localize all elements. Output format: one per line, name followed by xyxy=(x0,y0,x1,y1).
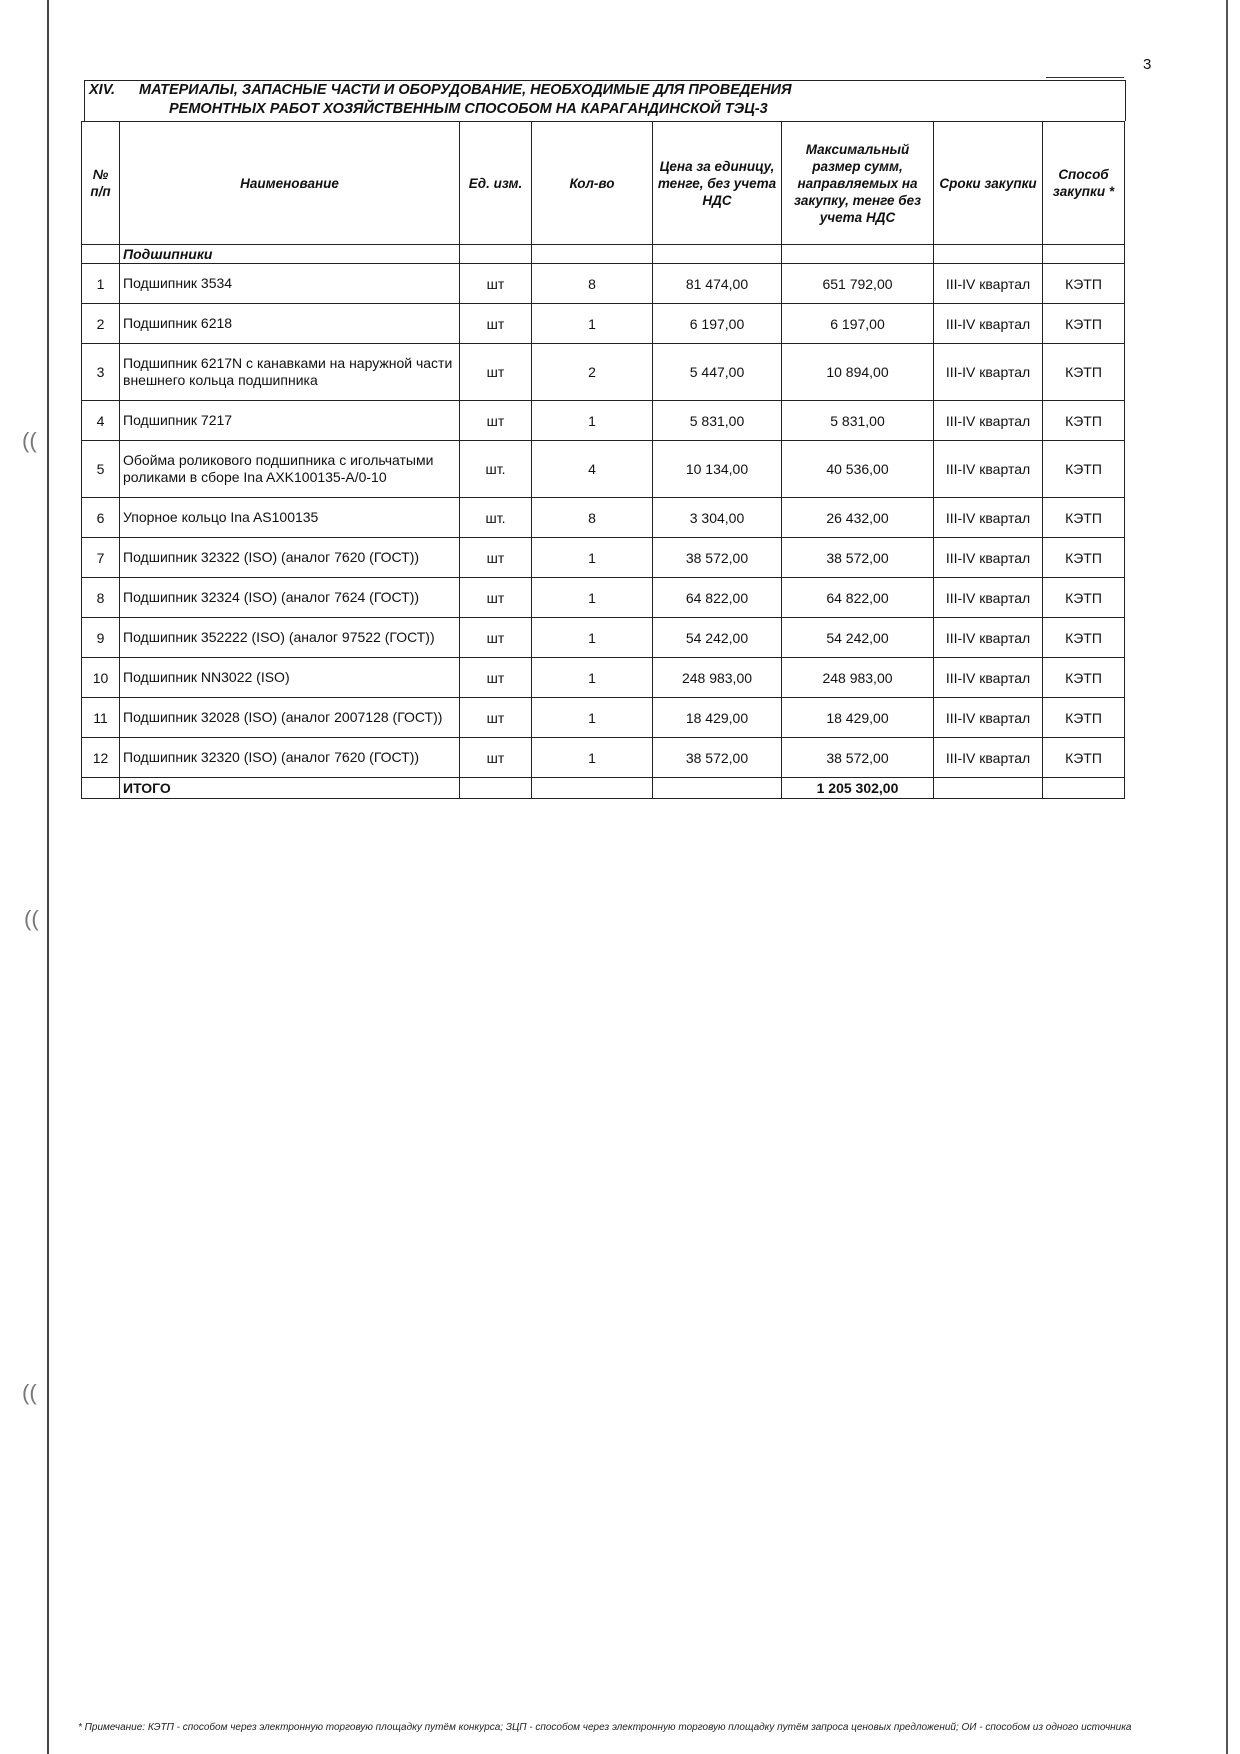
unit: шт xyxy=(460,738,532,778)
unit-price: 64 822,00 xyxy=(653,578,782,618)
max-sum: 38 572,00 xyxy=(782,538,934,578)
row-number: 5 xyxy=(82,441,120,498)
row-number: 6 xyxy=(82,498,120,538)
unit-price: 81 474,00 xyxy=(653,264,782,304)
section-number: XIV. xyxy=(89,82,116,98)
max-sum: 64 822,00 xyxy=(782,578,934,618)
max-sum: 18 429,00 xyxy=(782,698,934,738)
purchase-method: КЭТП xyxy=(1043,498,1125,538)
unit: шт. xyxy=(460,441,532,498)
max-sum: 54 242,00 xyxy=(782,618,934,658)
purchase-period: III-IV квартал xyxy=(934,578,1043,618)
purchase-method: КЭТП xyxy=(1043,264,1125,304)
purchase-method: КЭТП xyxy=(1043,698,1125,738)
col-header-price: Цена за единицу, тенге, без учета НДС xyxy=(653,122,782,245)
unit-price: 18 429,00 xyxy=(653,698,782,738)
unit: шт xyxy=(460,401,532,441)
unit: шт xyxy=(460,344,532,401)
purchase-method: КЭТП xyxy=(1043,441,1125,498)
item-name: Упорное кольцо Ina AS100135 xyxy=(120,498,460,538)
purchase-method: КЭТП xyxy=(1043,618,1125,658)
unit: шт xyxy=(460,538,532,578)
unit-price: 10 134,00 xyxy=(653,441,782,498)
item-name: Подшипник 352222 (ISO) (аналог 97522 (ГОСТ)) xyxy=(120,618,460,658)
col-header-num: № п/п xyxy=(82,122,120,245)
row-number: 7 xyxy=(82,538,120,578)
unit-price: 3 304,00 xyxy=(653,498,782,538)
purchase-period: III-IV квартал xyxy=(934,264,1043,304)
table-row xyxy=(82,538,1125,578)
row-number: 3 xyxy=(82,344,120,401)
unit: шт xyxy=(460,578,532,618)
punch-hole-mark: (( xyxy=(22,428,37,453)
item-name: Обойма роликового подшипника с игольчатыми роликами в сборе Ina AXK100135-A/0-10 xyxy=(120,441,460,498)
purchase-period: III-IV квартал xyxy=(934,498,1043,538)
item-name: Подшипник 6217N с канавками на наружной части внешнего кольца подшипника xyxy=(120,344,460,401)
header-rule xyxy=(1046,77,1124,78)
item-name: Подшипник 32322 (ISO) (аналог 7620 (ГОСТ)) xyxy=(120,538,460,578)
unit: шт xyxy=(460,264,532,304)
table-row xyxy=(82,498,1125,538)
quantity: 8 xyxy=(532,264,653,304)
purchase-method: КЭТП xyxy=(1043,538,1125,578)
footnote: * Примечание: КЭТП - способом через электронную торговую площадку путём конкурса; ЗЦП - способом через электронную торговую площадку путём запроса ценовых предложений; ОИ - способом из одного источника xyxy=(78,1722,1132,1733)
group-row xyxy=(82,245,1125,264)
table-header-row xyxy=(82,122,1125,245)
unit-price: 38 572,00 xyxy=(653,738,782,778)
table-row xyxy=(82,698,1125,738)
row-number: 8 xyxy=(82,578,120,618)
col-header-method: Способ закупки * xyxy=(1043,122,1125,245)
col-header-period: Сроки закупки xyxy=(934,122,1043,245)
punch-hole-mark: (( xyxy=(22,1380,37,1405)
purchase-period: III-IV квартал xyxy=(934,304,1043,344)
table-row xyxy=(82,264,1125,304)
item-name: Подшипник 3534 xyxy=(120,264,460,304)
section-title-line2: РЕМОНТНЫХ РАБОТ ХОЗЯЙСТВЕННЫМ СПОСОБОМ НА КАРАГАНДИНСКОЙ ТЭЦ-3 xyxy=(169,101,768,117)
quantity: 1 xyxy=(532,658,653,698)
quantity: 1 xyxy=(532,578,653,618)
quantity: 4 xyxy=(532,441,653,498)
table-row xyxy=(82,344,1125,401)
quantity: 1 xyxy=(532,698,653,738)
purchase-period: III-IV квартал xyxy=(934,538,1043,578)
purchase-method: КЭТП xyxy=(1043,658,1125,698)
purchase-method: КЭТП xyxy=(1043,578,1125,618)
purchase-period: III-IV квартал xyxy=(934,738,1043,778)
unit-price: 38 572,00 xyxy=(653,538,782,578)
materials-table xyxy=(81,121,1125,799)
item-name: Подшипник NN3022 (ISO) xyxy=(120,658,460,698)
col-header-name: Наименование xyxy=(120,122,460,245)
max-sum: 651 792,00 xyxy=(782,264,934,304)
max-sum: 5 831,00 xyxy=(782,401,934,441)
total-label: ИТОГО xyxy=(120,778,460,799)
purchase-period: III-IV квартал xyxy=(934,658,1043,698)
total-sum: 1 205 302,00 xyxy=(782,778,934,799)
item-name: Подшипник 32324 (ISO) (аналог 7624 (ГОСТ)) xyxy=(120,578,460,618)
item-name: Подшипник 32320 (ISO) (аналог 7620 (ГОСТ)) xyxy=(120,738,460,778)
row-number: 11 xyxy=(82,698,120,738)
quantity: 1 xyxy=(532,538,653,578)
purchase-method: КЭТП xyxy=(1043,344,1125,401)
purchase-period: III-IV квартал xyxy=(934,344,1043,401)
table-row xyxy=(82,401,1125,441)
table-row xyxy=(82,578,1125,618)
unit-price: 5 447,00 xyxy=(653,344,782,401)
purchase-method: КЭТП xyxy=(1043,304,1125,344)
group-title: Подшипники xyxy=(120,245,460,264)
quantity: 1 xyxy=(532,401,653,441)
purchase-method: КЭТП xyxy=(1043,401,1125,441)
punch-hole-mark: (( xyxy=(24,906,39,931)
unit-price: 5 831,00 xyxy=(653,401,782,441)
col-header-qty: Кол-во xyxy=(532,122,653,245)
table-row xyxy=(82,618,1125,658)
purchase-period: III-IV квартал xyxy=(934,401,1043,441)
section-title-line1: МАТЕРИАЛЫ, ЗАПАСНЫЕ ЧАСТИ И ОБОРУДОВАНИЕ, НЕОБХОДИМЫЕ ДЛЯ ПРОВЕДЕНИЯ xyxy=(139,82,792,98)
unit-price: 6 197,00 xyxy=(653,304,782,344)
unit: шт xyxy=(460,618,532,658)
row-number: 12 xyxy=(82,738,120,778)
unit: шт xyxy=(460,698,532,738)
item-name: Подшипник 32028 (ISO) (аналог 2007128 (ГОСТ)) xyxy=(120,698,460,738)
table-row xyxy=(82,441,1125,498)
max-sum: 10 894,00 xyxy=(782,344,934,401)
purchase-period: III-IV квартал xyxy=(934,698,1043,738)
quantity: 1 xyxy=(532,618,653,658)
row-number: 2 xyxy=(82,304,120,344)
section-heading xyxy=(84,80,1126,121)
scan-edge-right xyxy=(1226,0,1228,1754)
purchase-period: III-IV квартал xyxy=(934,441,1043,498)
unit-price: 248 983,00 xyxy=(653,658,782,698)
table-row xyxy=(82,738,1125,778)
purchase-method: КЭТП xyxy=(1043,738,1125,778)
row-number: 10 xyxy=(82,658,120,698)
page-number: 3 xyxy=(1143,56,1152,73)
item-name: Подшипник 6218 xyxy=(120,304,460,344)
row-number: 9 xyxy=(82,618,120,658)
unit: шт. xyxy=(460,498,532,538)
col-header-max-sum: Максимальный размер сумм, направляемых на закупку, тенге без учета НДС xyxy=(782,122,934,245)
unit-price: 54 242,00 xyxy=(653,618,782,658)
max-sum: 26 432,00 xyxy=(782,498,934,538)
item-name: Подшипник 7217 xyxy=(120,401,460,441)
unit: шт xyxy=(460,304,532,344)
row-number: 4 xyxy=(82,401,120,441)
quantity: 1 xyxy=(532,304,653,344)
purchase-period: III-IV квартал xyxy=(934,618,1043,658)
max-sum: 6 197,00 xyxy=(782,304,934,344)
table-row xyxy=(82,658,1125,698)
scan-edge-left xyxy=(47,0,49,1754)
quantity: 8 xyxy=(532,498,653,538)
max-sum: 38 572,00 xyxy=(782,738,934,778)
unit: шт xyxy=(460,658,532,698)
total-row xyxy=(82,778,1125,799)
max-sum: 40 536,00 xyxy=(782,441,934,498)
max-sum: 248 983,00 xyxy=(782,658,934,698)
table-row xyxy=(82,304,1125,344)
row-number: 1 xyxy=(82,264,120,304)
quantity: 2 xyxy=(532,344,653,401)
quantity: 1 xyxy=(532,738,653,778)
col-header-unit: Ед. изм. xyxy=(460,122,532,245)
